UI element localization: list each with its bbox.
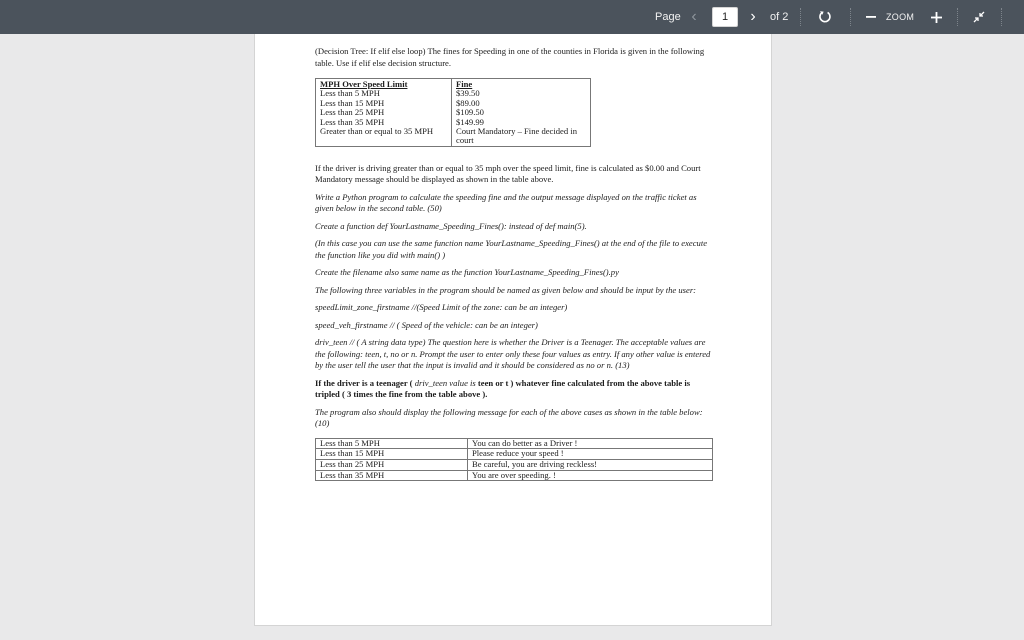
- table-row: [316, 460, 713, 471]
- collapse-button[interactable]: [968, 7, 990, 27]
- paragraph: The program also should display the following message for each of the above cases as shown in the table below: (10): [315, 406, 703, 429]
- toolbar-divider: [1001, 8, 1002, 26]
- text-run: If the driver is a teenager (: [315, 377, 415, 388]
- table-cell: Less than 5 MPH: [316, 438, 468, 449]
- minus-icon: [866, 12, 876, 22]
- table-cell: Court Mandatory – Fine decided in court: [452, 127, 591, 146]
- table-cell: You can do better as a Driver !: [468, 438, 713, 449]
- page-content: [315, 46, 713, 481]
- text-run: teen or t ) whatever fine calculated from the above table is tripled ( 3 times the fine from the table above ).: [315, 377, 691, 400]
- rotate-icon: [818, 10, 832, 24]
- zoom-out-button[interactable]: [862, 7, 880, 27]
- toolbar-divider: [957, 8, 958, 26]
- page-count-label: of 2: [770, 11, 789, 23]
- next-page-button[interactable]: [745, 7, 761, 27]
- table-cell: Less than 15 MPH: [316, 449, 468, 460]
- table-cell: You are over speeding. !: [468, 470, 713, 481]
- table-cell: $39.50: [452, 89, 591, 98]
- table-cell: Greater than or equal to 35 MPH: [316, 127, 452, 146]
- paragraph: [315, 378, 713, 401]
- table-row: [316, 127, 591, 146]
- message-table: [315, 438, 713, 481]
- prev-page-button[interactable]: [686, 7, 702, 27]
- table-cell: Less than 15 MPH: [316, 99, 452, 108]
- plus-icon: [931, 12, 942, 23]
- paragraph: Write a Python program to calculate the speeding fine and the output message displayed on the traffic ticket as given below in the second table. (50): [315, 191, 697, 214]
- table-cell: $109.50: [452, 108, 591, 117]
- table-header: Fine: [452, 79, 591, 90]
- table-cell: Less than 25 MPH: [316, 108, 452, 117]
- table-cell: Less than 25 MPH: [316, 460, 468, 471]
- paragraph: (In this case you can use the same function name YourLastname_Speeding_Fines() at the end of the file to execute the function like you did with main() ): [315, 238, 708, 260]
- table-cell: Be careful, you are driving reckless!: [468, 460, 713, 471]
- table-row: [316, 449, 713, 460]
- page-number-input[interactable]: [712, 7, 738, 27]
- toolbar-divider: [800, 8, 801, 26]
- page-label: Page: [655, 11, 681, 23]
- paragraph: Create the filename also same name as the function YourLastname_Speeding_Fines().py: [315, 267, 619, 278]
- paragraph: speedLimit_zone_firstname //(Speed Limit of the zone: can be an integer): [315, 302, 568, 313]
- table-cell: $149.99: [452, 118, 591, 127]
- paragraph: If the driver is driving greater than or equal to 35 mph over the speed limit, fine is calculated as $0.00 and Court Mandatory message should be displayed as shown in the table above.: [315, 162, 701, 185]
- rotate-button[interactable]: [814, 7, 836, 27]
- paragraph: speed_veh_firstname // ( Speed of the vehicle: can be an integer): [315, 319, 538, 330]
- chevron-left-icon: ‹: [691, 8, 697, 25]
- table-row: [316, 470, 713, 481]
- table-cell: Less than 35 MPH: [316, 470, 468, 481]
- table-cell: Please reduce your speed !: [468, 449, 713, 460]
- chevron-right-icon: ›: [750, 8, 756, 25]
- table-row: [316, 438, 713, 449]
- zoom-label: ZOOM: [886, 12, 915, 22]
- table-cell: Less than 35 MPH: [316, 118, 452, 127]
- intro-paragraph: (Decision Tree: If elif else loop) The fines for Speeding in one of the counties in Florida is given in the following table. Use if elif else decision structure.: [315, 46, 705, 68]
- paragraph: driv_teen // ( A string data type) The question here is whether the Driver is a Teenager. The acceptable values are the following: teen, t, no or n. Prompt the user to enter only these four values as entry. If any other value is entered by the user tell the user that the input is invalid and it should be considered as no or n. (13): [315, 337, 711, 371]
- paragraph: Create a function def YourLastname_Speeding_Fines(): instead of def main(5).: [315, 220, 587, 231]
- toolbar-divider: [850, 8, 851, 26]
- table-header: MPH Over Speed Limit: [316, 79, 452, 90]
- pdf-toolbar: [0, 0, 1024, 34]
- text-run: driv_teen value is: [414, 377, 476, 388]
- collapse-arrows-icon: [973, 11, 985, 23]
- pdf-page: [254, 34, 772, 626]
- zoom-in-button[interactable]: [926, 7, 946, 27]
- fines-table: [315, 78, 591, 147]
- table-cell: $89.00: [452, 99, 591, 108]
- table-cell: Less than 5 MPH: [316, 89, 452, 98]
- paragraph: The following three variables in the program should be named as given below and should be input by the user:: [315, 284, 697, 295]
